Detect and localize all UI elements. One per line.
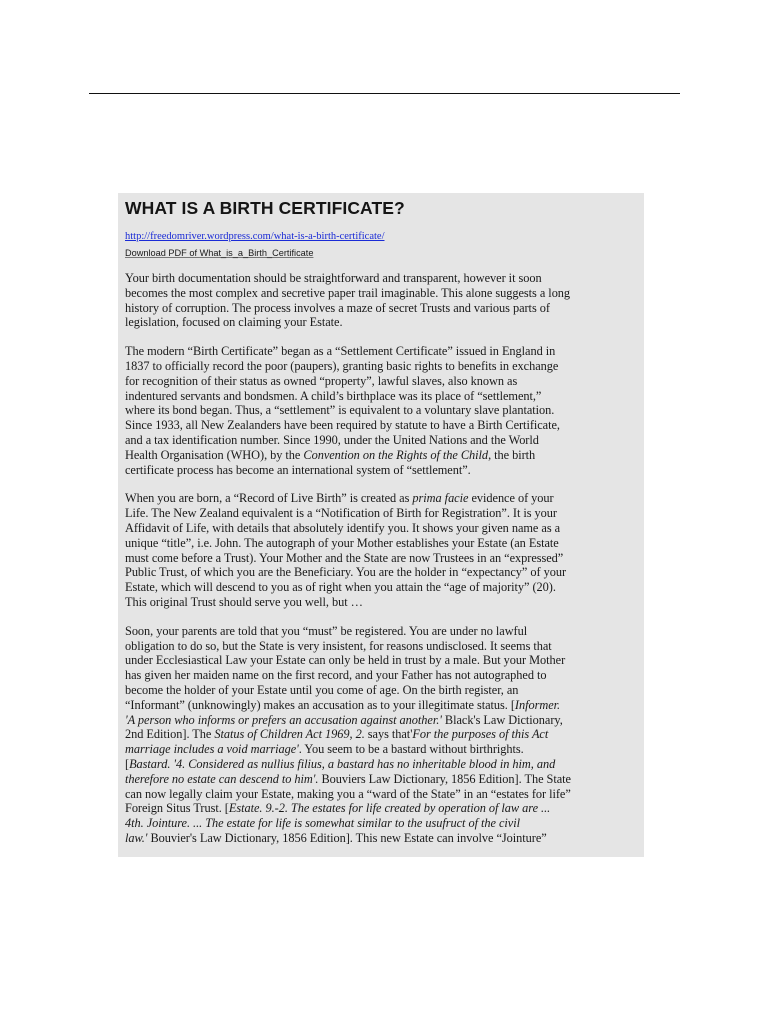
text-line — [125, 816, 638, 831]
paragraph-1 — [125, 271, 638, 330]
bastard-definition-continued: therefore no estate can descend to him'. — [125, 771, 319, 786]
text-line: 1837 to officially record the poor (paupers), granting basic rights to benefits in exchange — [125, 358, 559, 373]
text-line: unique “title”, i.e. John. The autograph of your Mother establishes your Estate (an Estate — [125, 535, 559, 550]
text-run: When you are born, a “Record of Live Birth” is created as — [125, 491, 413, 506]
bastard-definition: Bastard. '4. Considered as nullius filius, a bastard has no inheritable blood in him, and — [129, 756, 556, 771]
text-line: has given her maiden name on the first record, and your Father has not autographed to — [125, 668, 547, 683]
text-run: [ — [125, 756, 130, 771]
prima-facie-term: prima facie — [412, 491, 469, 506]
act-quote: For the purposes of this Act — [412, 727, 549, 742]
text-run: says that' — [364, 727, 413, 742]
text-line: Soon, your parents are told that you “must” be registered. You are under no lawful — [125, 623, 528, 638]
text-run: Foreign Situs Trust. [ — [125, 801, 229, 816]
text-line: under Ecclesiastical Law your Estate can only be held in trust by a male. But your Mother — [125, 653, 566, 668]
convention-title: Convention on the Rights of the Child — [303, 447, 489, 462]
estate-definition-end: law.' — [125, 830, 148, 845]
text-line — [125, 772, 638, 787]
text-line: and a tax identification number. Since 1990, under the United Nations and the World — [125, 432, 539, 447]
text-line: for recognition of their status as owned “property”, lawful slaves, also known as — [125, 373, 518, 388]
text-run: . You seem to be a bastard without birthrights. — [298, 742, 524, 757]
download-pdf-link[interactable] — [125, 247, 638, 259]
text-run: “Informant” (unknowingly) makes an accusation as to your illegitimate status. [ — [125, 697, 515, 712]
text-line — [125, 801, 638, 816]
text-line — [125, 742, 638, 757]
article-title: WHAT IS A BIRTH CERTIFICATE? — [125, 198, 405, 218]
estate-definition-continued: 4th. Jointure. ... The estate for life is somewhat similar to the usufruct of the civil — [125, 816, 520, 831]
text-run: , the birth — [488, 447, 536, 462]
text-line: must come before a Trust). Your Mother and the State are now Trustees in an “expressed” — [125, 550, 564, 565]
text-line: history of corruption. The process involves a maze of secret Trusts and various parts of — [125, 300, 550, 315]
source-link[interactable]: http://freedomriver.wordpress.com/what-is-a-birth-certificate/ — [125, 231, 385, 242]
download-label: Download PDF of — [125, 248, 200, 258]
text-line: becomes the most complex and secretive paper trail imaginable. This alone suggests a long — [125, 285, 571, 300]
text-line: where its bond began. Thus, a “settlement” is equivalent to a voluntary slave plantation. — [125, 403, 555, 418]
text-line — [125, 727, 638, 742]
act-title: Status of Children Act 1969, 2. — [214, 727, 365, 742]
paragraph-4 — [125, 624, 638, 846]
text-run: 2nd Edition]. The — [125, 727, 215, 742]
paragraph-3 — [125, 491, 638, 609]
text-line — [125, 491, 638, 506]
text-run: Health Organisation (WHO), by the — [125, 447, 304, 462]
act-quote-continued: marriage includes a void marriage' — [125, 742, 299, 757]
text-run: Bouvier's Law Dictionary, 1856 Edition]. This new Estate can involve “Jointure” — [147, 830, 547, 845]
header-rule — [89, 93, 680, 94]
text-line: legislation, focused on claiming your Estate. — [125, 315, 343, 330]
text-line — [125, 831, 638, 846]
text-line: become the holder of your Estate until you come of age. On the birth register, an — [125, 682, 519, 697]
estate-definition: Estate. 9.-2. The estates for life created by operation of law are ... — [228, 801, 551, 816]
paragraph-2 — [125, 344, 638, 477]
text-run: Bouviers Law Dictionary, 1856 Edition]. The State — [318, 771, 571, 786]
text-line: certificate process has become an international system of “settlement”. — [125, 462, 471, 477]
text-line: This original Trust should serve you well, but … — [125, 594, 363, 609]
text-run: Black's Law Dictionary, — [441, 712, 563, 727]
text-line: can now legally claim your Estate, making you a “ward of the State” in an “estates for life” — [125, 786, 571, 801]
text-line: Estate, which will descend to you as of right when you attain the “age of majority” (20). — [125, 580, 556, 595]
text-line: obligation to do so, but the State is very insistent, for reasons undisclosed. It seems that — [125, 638, 552, 653]
text-run: evidence of your — [468, 491, 554, 506]
scanned-article — [118, 193, 644, 857]
text-line: indentured servants and bondsmen. A child’s birthplace was its place of “settlement,” — [125, 388, 542, 403]
text-line — [125, 757, 638, 772]
text-line: Life. The New Zealand equivalent is a “Notification of Birth for Registration”. It is your — [125, 506, 557, 521]
text-line: Since 1933, all New Zealanders have been required by statute to have a Birth Certificate, — [125, 418, 560, 433]
text-line: Affidavit of Life, with details that absolutely identify you. It shows your given name as a — [125, 520, 561, 535]
text-line: The modern “Birth Certificate” began as a “Settlement Certificate” issued in England in — [125, 344, 556, 359]
text-line: Your birth documentation should be straightforward and transparent, however it soon — [125, 271, 542, 285]
informer-term: Informer. — [514, 697, 561, 712]
download-filename: What_is_a_Birth_Certificate — [199, 248, 314, 258]
informer-definition: 'A person who informs or prefers an accusation against another.' — [125, 712, 442, 727]
text-line: Public Trust, of which you are the Beneficiary. You are the holder in “expectancy” of your — [125, 565, 567, 580]
text-line — [125, 448, 638, 463]
text-line — [125, 698, 638, 713]
text-line — [125, 713, 638, 728]
